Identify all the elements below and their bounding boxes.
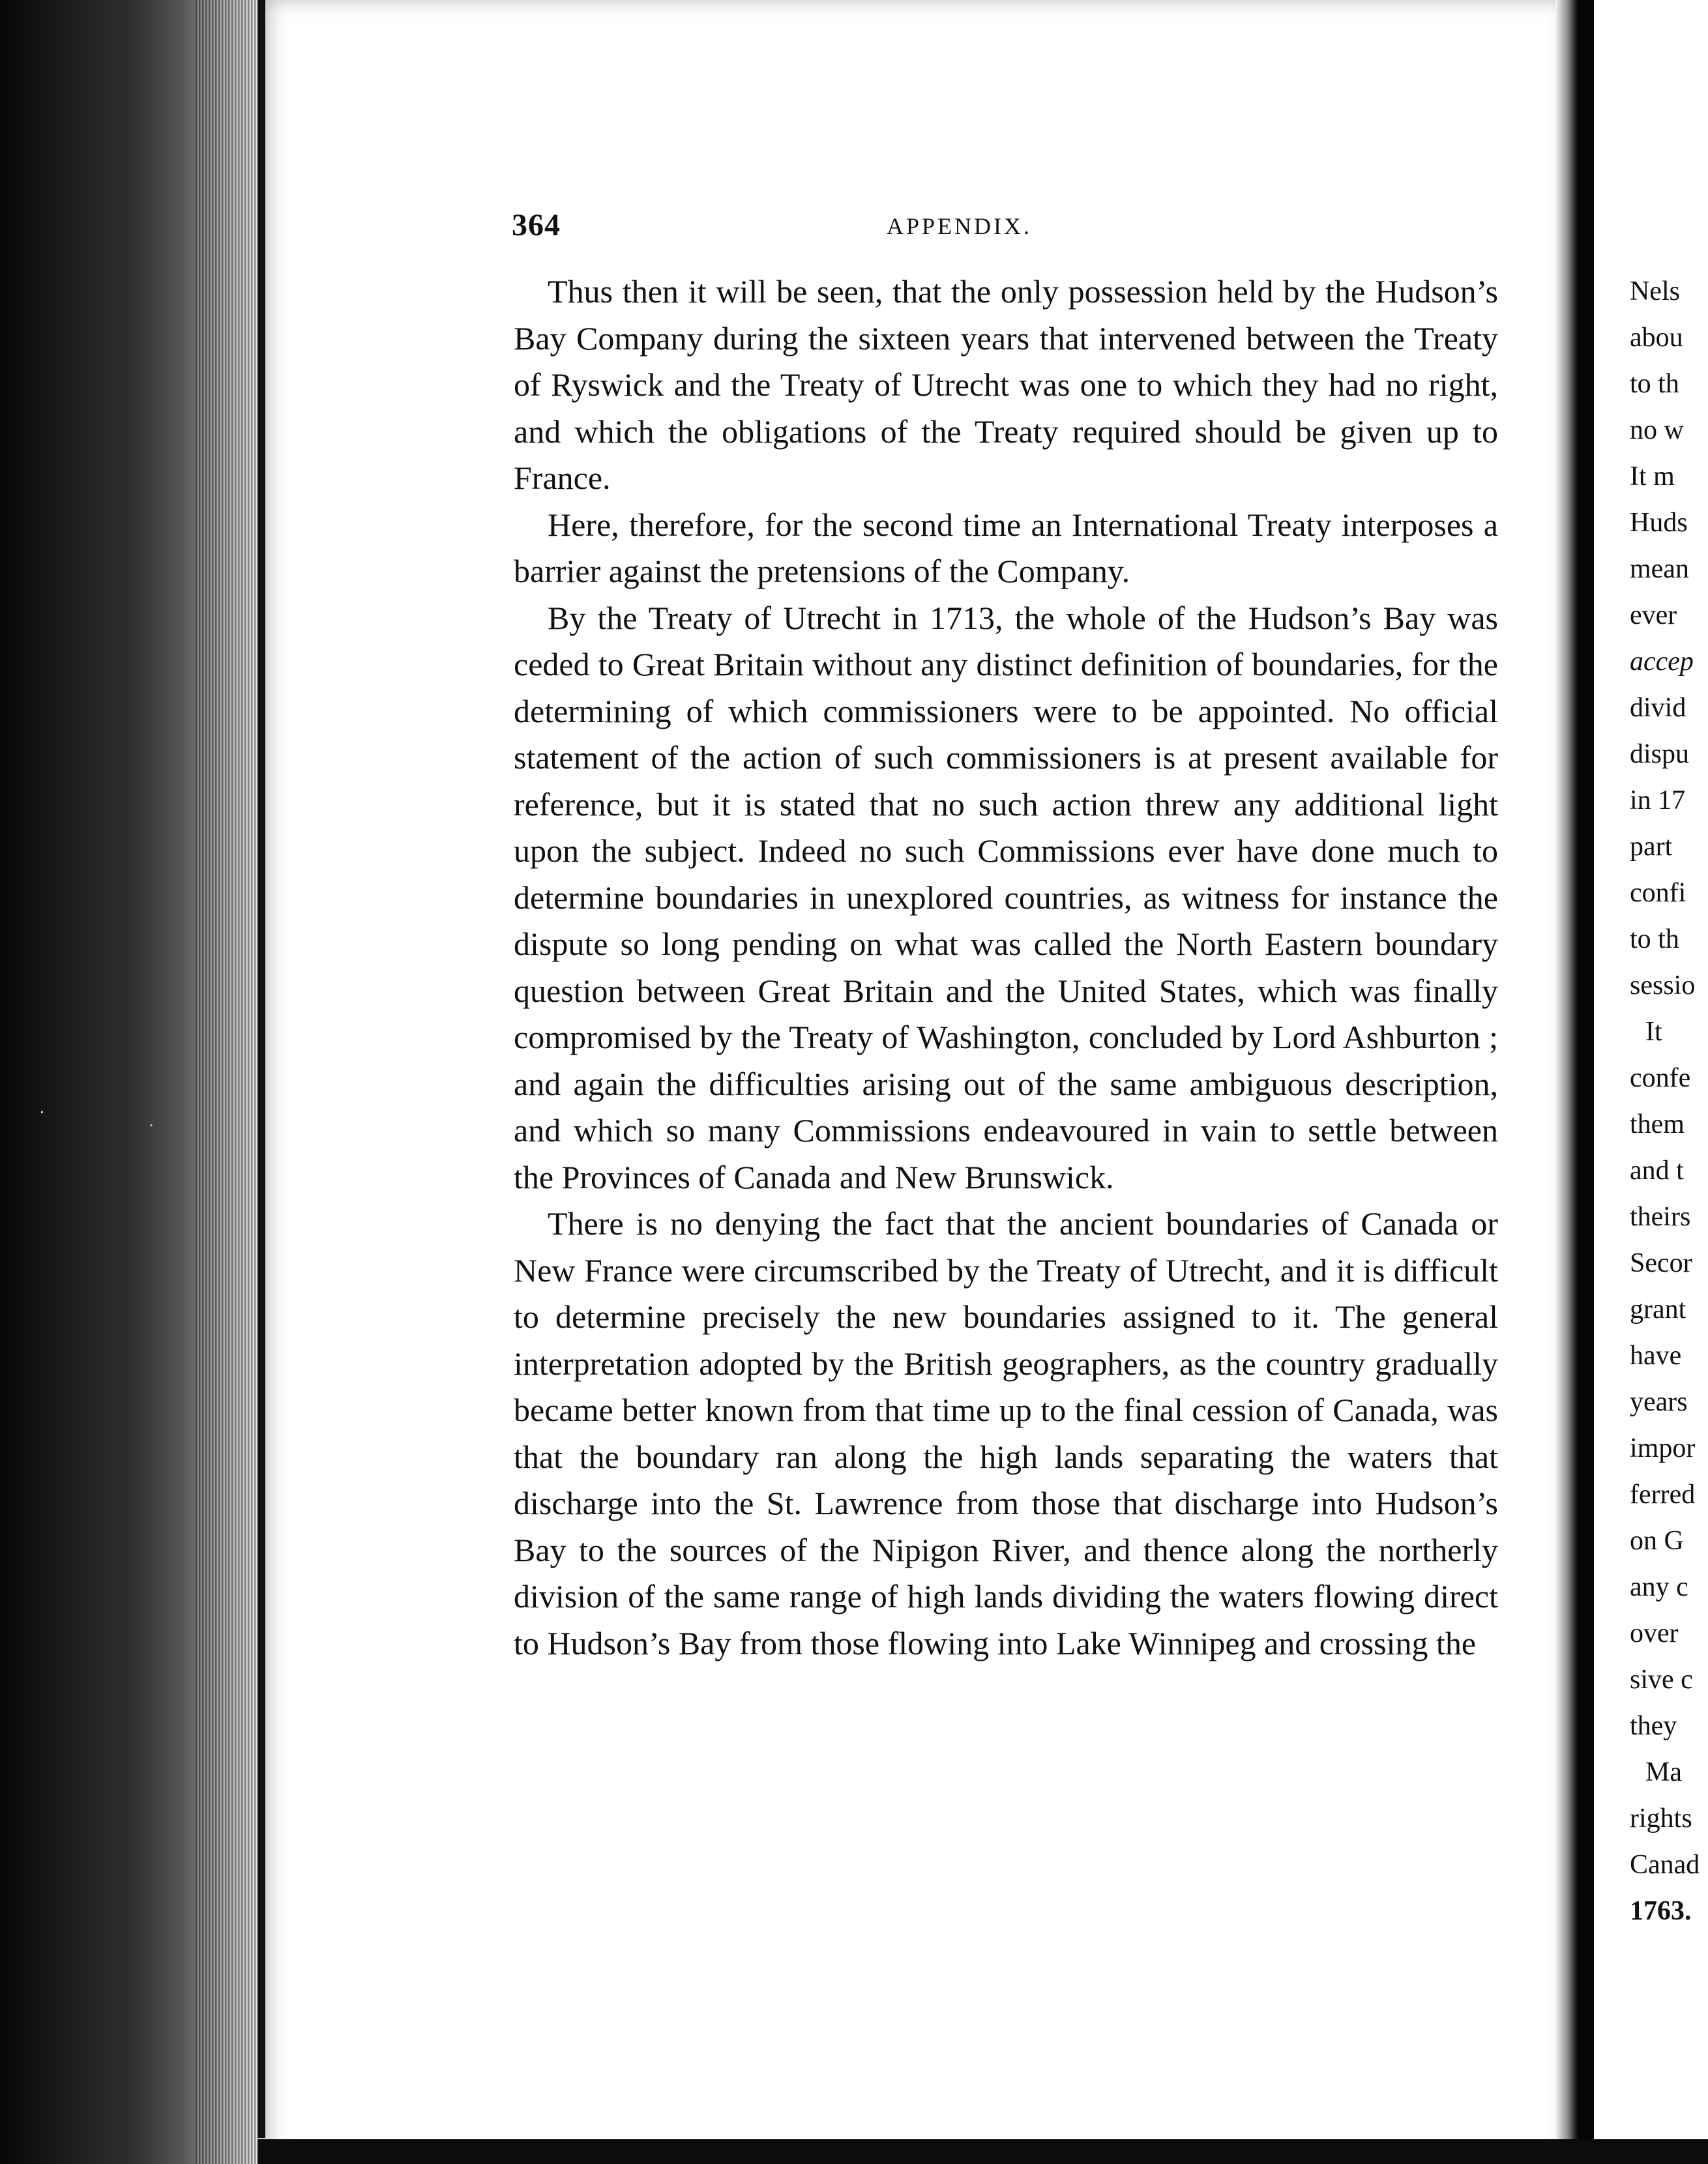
facing-line: part: [1630, 832, 1673, 862]
facing-line: ever: [1630, 600, 1677, 630]
facing-line: confi: [1630, 878, 1686, 908]
paragraph: There is no denying the fact that the ancient boundaries of Canada or New France were circumscribed by the Treaty of Utrecht, and it is difficult to determine precisely the new boundaries assigned to it. The general interpretation adopted by the British geographers, as the country gradually became better known from that time up to the final cession of Canada, was that the boundary ran along the high lands separating the waters that discharge into the St. Lawrence from those that discharge into Hudson’s Bay to the sources of the Nipigon River, and thence along the northerly division of the same range of high lands dividing the waters flowing direct to Hudson’s Bay from those flowing into Lake Winnipeg and crossing the: [514, 1205, 1498, 1661]
facing-line: them: [1630, 1109, 1685, 1139]
left-page-border: [258, 0, 265, 2138]
facing-line: on G: [1630, 1526, 1684, 1556]
page-body: [514, 269, 1498, 1667]
facing-line: sessio: [1630, 971, 1696, 1001]
running-head: APPENDIX.: [887, 213, 1033, 239]
facing-line: rights: [1630, 1804, 1692, 1834]
paragraph: Thus then it will be seen, that the only possession held by the Hudson’s Bay Company during the sixteen years that intervened between the Treaty of Ryswick and the Treaty of Utrecht was one to which they had no right, and which the obligations of the Treaty required should be given up to France.: [514, 273, 1498, 496]
facing-line: impor: [1630, 1433, 1696, 1463]
facing-line: It: [1645, 1017, 1662, 1047]
facing-line: to th: [1630, 924, 1679, 954]
facing-line: abou: [1630, 323, 1683, 353]
facing-line: dispu: [1630, 739, 1690, 769]
spine-speck: ˙: [147, 1121, 156, 1143]
facing-line: It m: [1630, 461, 1675, 491]
facing-line: mean: [1630, 554, 1689, 584]
spine-speck: ·: [39, 1102, 45, 1123]
facing-line: Huds: [1630, 508, 1688, 538]
facing-line: confe: [1630, 1063, 1691, 1093]
facing-line: no w: [1630, 415, 1684, 445]
facing-line: ferred: [1630, 1480, 1696, 1510]
facing-page-text: [1630, 269, 1708, 1935]
facing-line: divid: [1630, 693, 1686, 723]
facing-line: accep: [1630, 647, 1694, 677]
facing-line: to th: [1630, 369, 1679, 399]
facing-line: sive c: [1630, 1665, 1693, 1695]
facing-line: theirs: [1630, 1202, 1691, 1232]
facing-line: Secor: [1630, 1248, 1692, 1278]
facing-line: Canad: [1630, 1850, 1700, 1880]
facing-line: over: [1630, 1618, 1679, 1648]
facing-line: 1763.: [1630, 1896, 1692, 1926]
scan-bottom-edge: [258, 2139, 1708, 2164]
facing-page: [1594, 0, 1708, 2164]
facing-line: years: [1630, 1387, 1688, 1417]
facing-line: have: [1630, 1341, 1682, 1371]
paragraph: Here, therefore, for the second time an International Treaty interposes a barrier against the pretensions of the Company.: [514, 506, 1498, 589]
facing-line: grant: [1630, 1294, 1686, 1324]
facing-line: Nels: [1630, 276, 1680, 306]
book-gutter: [1555, 0, 1594, 2164]
page-header: [512, 207, 1503, 259]
facing-line: they: [1630, 1711, 1677, 1741]
facing-line: in 17: [1630, 785, 1686, 815]
facing-line: any c: [1630, 1572, 1688, 1602]
paragraph: By the Treaty of Utrecht in 1713, the whole of the Hudson’s Bay was ceded to Great Britain without any distinct definition of boundaries, for the determining of which commissioners were to be appointed. No official statement of the action of such commissioners is at present available for reference, but it is stated that no such action threw any additional light upon the subject. Indeed no such Commissions ever have done much to determine boundaries in unexplored countries, as witness for instance the dispute so long pending on what was called the North Eastern boundary question between Great Britain and the United States, which was finally compromised by the Treaty of Washington, concluded by Lord Ashburton ; and again the difficulties arising out of the same ambiguous description, and which so many Commissions endeavoured in vain to settle between the Provinces of Canada and New Brunswick.: [514, 599, 1498, 1195]
page-number: 364: [512, 208, 561, 242]
facing-line: Ma: [1645, 1757, 1682, 1787]
page-stack-edges: [196, 0, 258, 2164]
facing-line: and t: [1630, 1156, 1684, 1186]
